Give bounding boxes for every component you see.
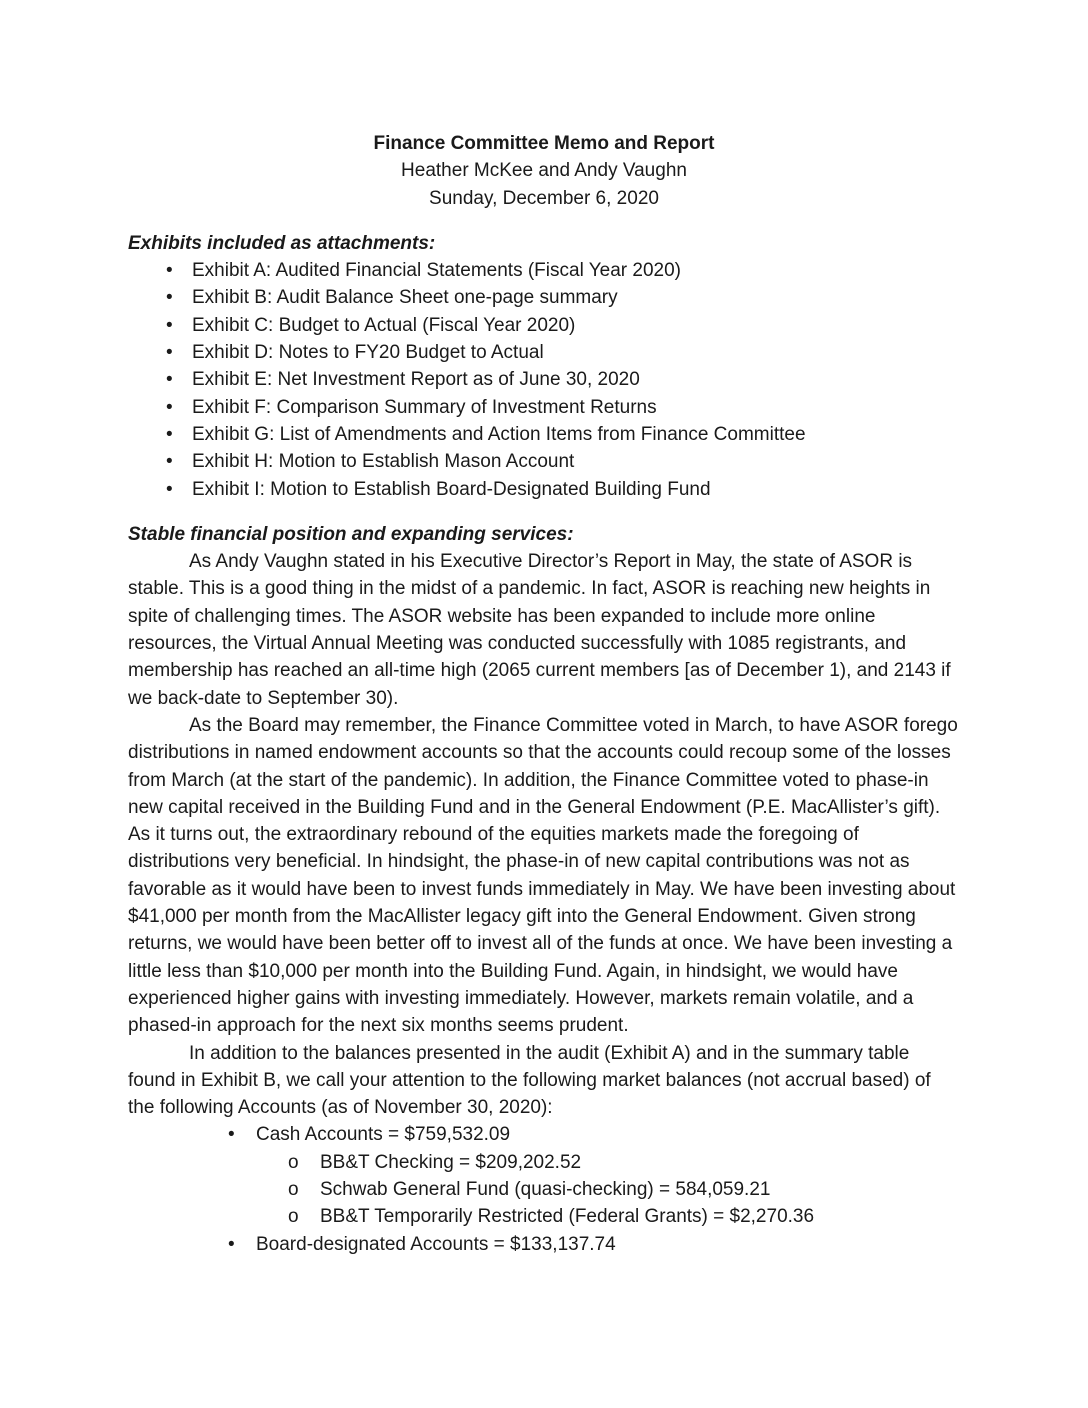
paragraph: In addition to the balances presented in the audit (Exhibit A) and in the summary table found in Exhibit B, we call your attention to the following market balances (not accrual based) of the following Accounts (as of November 30, 2020): (128, 1042, 931, 1119)
memo-title: Finance Committee Memo and Report (373, 133, 715, 154)
memo-header (128, 130, 960, 212)
list-item: • Exhibit A: Audited Financial Statements (Fiscal Year 2020) (128, 257, 960, 284)
list-item: • Exhibit G: List of Amendments and Action Items from Finance Committee (128, 421, 960, 448)
stable-section (128, 521, 960, 1258)
list-item: • Exhibit E: Net Investment Report as of June 30, 2020 (128, 366, 960, 393)
cash-accounts-label: Cash Accounts = $759,532.09 (256, 1124, 511, 1146)
list-item: o BB&T Temporarily Restricted (Federal Grants) = $2,270.36 (256, 1203, 960, 1230)
stable-heading: Stable financial position and expanding services: (128, 523, 574, 545)
exhibits-heading: Exhibits included as attachments: (128, 232, 436, 254)
paragraph: As Andy Vaughn stated in his Executive Director’s Report in May, the state of ASOR is stable. This is a good thing in the midst of a pandemic. In fact, ASOR is reaching new heights in spite of challenging times. The ASOR website has been expanded to include more online resources, the Virtual Annual Meeting was conducted successfully with 1085 registrants, and membership has reached an all-time high (2065 current members [as of December 1), and 2143 if we back-date to September 30). (128, 551, 951, 709)
list-item: • Exhibit C: Budget to Actual (Fiscal Year 2020) (128, 312, 960, 339)
list-item: • Exhibit B: Audit Balance Sheet one-page summary (128, 284, 960, 311)
list-item-cash-accounts (128, 1121, 960, 1230)
exhibits-section (128, 230, 960, 503)
paragraph: As the Board may remember, the Finance Committee voted in March, to have ASOR forego distributions in named endowment accounts so that the accounts could recoup some of the losses from March (at the start of the pandemic). In addition, the Finance Committee voted to phase-in new capital received in the Building Fund and in the General Endowment (P.E. MacAllister’s gift). As it turns out, the extraordinary rebound of the equities markets made the foregoing of distributions very beneficial. In hindsight, the phase-in of new capital contributions was not as favorable as it would have been to invest funds immediately in May. We have been investing about $41,000 per month from the MacAllister legacy gift into the General Endowment. Given strong returns, we would have been better off to invest all of the funds at once. We have been investing a little less than $10,000 per month into the Building Fund. Again, in hindsight, we would have experienced higher gains with investing immediately. However, markets remain volatile, and a phased-in approach for the next six months seems prudent. (128, 714, 958, 1037)
list-item: • Exhibit H: Motion to Establish Mason Account (128, 448, 960, 475)
list-item: • Exhibit I: Motion to Establish Board-Designated Building Fund (128, 476, 960, 503)
list-item: • Exhibit D: Notes to FY20 Budget to Actual (128, 339, 960, 366)
list-item-board-designated: • Board-designated Accounts = $133,137.74 (128, 1231, 960, 1258)
cash-sub-list (256, 1149, 960, 1231)
exhibits-list (128, 257, 960, 503)
memo-date: Sunday, December 6, 2020 (429, 187, 659, 209)
list-item: • Exhibit F: Comparison Summary of Investment Returns (128, 394, 960, 421)
memo-authors: Heather McKee and Andy Vaughn (401, 160, 687, 182)
list-item: o Schwab General Fund (quasi-checking) = 584,059.21 (256, 1176, 960, 1203)
list-item: o BB&T Checking = $209,202.52 (256, 1149, 960, 1176)
accounts-list (128, 1121, 960, 1257)
